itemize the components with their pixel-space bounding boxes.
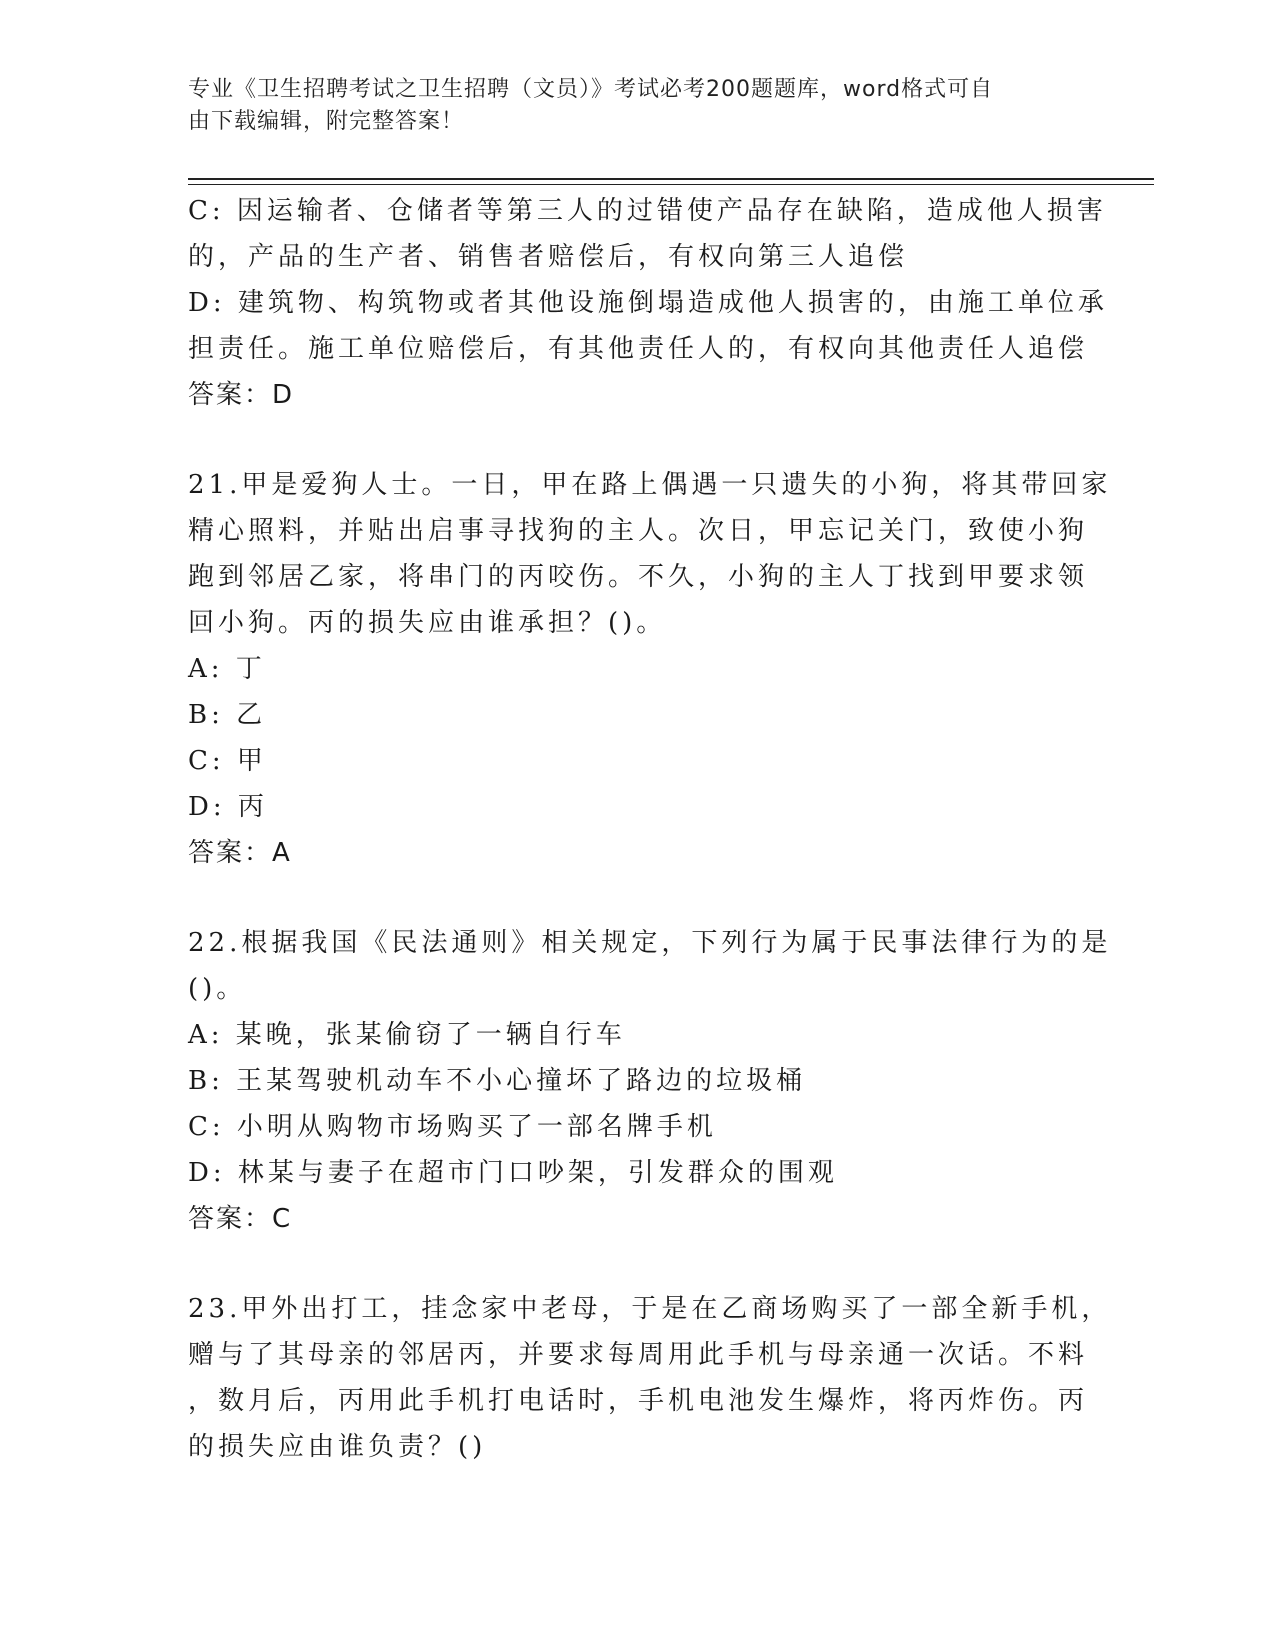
question-stem-line: 22.根据我国《民法通则》相关规定，下列行为属于民事法律行为的是 (188, 928, 1112, 958)
option-d-line: 担责任。施工单位赔偿后，有其他责任人的，有权向其他责任人追偿 (188, 334, 1089, 364)
option-c-line: 的，产品的生产者、销售者赔偿后，有权向第三人追偿 (188, 242, 909, 272)
answer-line: 答案：C (188, 1204, 293, 1234)
option-d-line: D: 建筑物、构筑物或者其他设施倒塌造成他人损害的，由施工单位承 (188, 288, 1108, 318)
answer-line: 答案：D (188, 380, 295, 410)
option-a: A: 丁 (188, 654, 266, 684)
option-c: C: 甲 (188, 746, 267, 776)
question-stem-line: 赠与了其母亲的邻居丙，并要求每周用此手机与母亲通一次话。不料 (188, 1340, 1089, 1370)
question-21 (188, 462, 1112, 876)
question-stem-line: 精心照料，并贴出启事寻找狗的主人。次日，甲忘记关门，致使小狗 (188, 516, 1089, 546)
option-d: D: 林某与妻子在超市门口吵架，引发群众的围观 (188, 1158, 838, 1188)
option-c: C: 小明从购物市场购买了一部名牌手机 (188, 1112, 717, 1142)
question-22 (188, 920, 1112, 1242)
question-stem-line: 回小狗。丙的损失应由谁承担？()。 (188, 608, 667, 638)
header-divider-thin (188, 184, 1154, 185)
document-header (188, 74, 1068, 138)
question-stem-line: 21.甲是爱狗人士。一日，甲在路上偶遇一只遗失的小狗，将其带回家 (188, 470, 1112, 500)
question-23 (188, 1286, 1112, 1470)
previous-question-continuation (188, 188, 1108, 418)
question-stem-line: ，数月后，丙用此手机打电话时，手机电池发生爆炸，将丙炸伤。丙 (188, 1386, 1089, 1416)
question-stem-line: ()。 (188, 974, 247, 1004)
header-line: 专业《卫生招聘考试之卫生招聘（文员）》考试必考200题题库，word格式可自 (188, 77, 994, 102)
option-a: A: 某晚，张某偷窃了一辆自行车 (188, 1020, 626, 1050)
option-d: D: 丙 (188, 792, 268, 822)
question-stem-line: 23.甲外出打工，挂念家中老母，于是在乙商场购买了一部全新手机， (188, 1294, 1112, 1324)
question-stem-line: 的损失应由谁负责？() (188, 1432, 487, 1462)
option-b: B: 乙 (188, 700, 267, 730)
option-b: B: 王某驾驶机动车不小心撞坏了路边的垃圾桶 (188, 1066, 807, 1096)
header-divider-thick (188, 178, 1154, 180)
header-line: 由下载编辑，附完整答案！ (188, 109, 465, 134)
question-stem-line: 跑到邻居乙家，将串门的丙咬伤。不久，小狗的主人丁找到甲要求领 (188, 562, 1089, 592)
document-body (188, 188, 1112, 1470)
option-c-line: C: 因运输者、仓储者等第三人的过错使产品存在缺陷，造成他人损害 (188, 196, 1107, 226)
answer-line: 答案：A (188, 838, 292, 868)
